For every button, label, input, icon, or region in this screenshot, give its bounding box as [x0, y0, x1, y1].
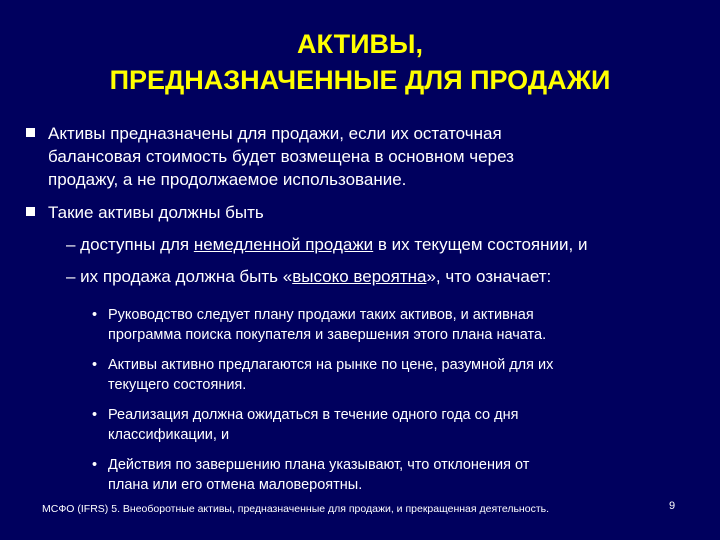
criteria-2-line-2: текущего состояния.: [108, 376, 247, 393]
dot-bullet-icon: •: [92, 357, 98, 373]
sub-item-probable-suffix: », что означает:: [426, 267, 552, 286]
square-bullet-icon: [26, 128, 35, 137]
title-line-1: АКТИВЫ,: [297, 29, 423, 59]
sub-item-probable-underlined: высоко вероятна: [292, 267, 427, 286]
sub-item-available-prefix: – доступны для: [66, 235, 194, 254]
bullet-1-line-1: Активы предназначены для продажи, если их остаточная: [48, 124, 502, 143]
criteria-1-line-2: программа поиска покупателя и завершения этого плана начата.: [108, 326, 547, 343]
square-bullet-icon: [26, 207, 35, 216]
dot-bullet-icon: •: [92, 457, 98, 473]
slide-footer: МСФО (IFRS) 5. Внеоборотные активы, предназначенные для продажи, и прекращенная деятельность.: [42, 503, 550, 515]
dot-bullet-icon: •: [92, 407, 98, 423]
sub-item-available-suffix: в их текущем состоянии, и: [373, 235, 588, 254]
sub-item-available-underlined: немедленной продажи: [193, 235, 374, 254]
sub-item-probable-prefix: – их продажа должна быть «: [66, 267, 293, 286]
criteria-2-line-1: Активы активно предлагаются на рынке по цене, разумной для их: [108, 357, 554, 373]
page-number: 9: [669, 500, 676, 512]
bullet-1-line-3: продажу, а не продолжаемое использование.: [48, 170, 407, 189]
sub-item-available: [66, 233, 587, 256]
criteria-3-line-1: Реализация должна ожидаться в течение одного года со дня: [108, 407, 519, 423]
criteria-4-line-1: Действия по завершению плана указывают, что отклонения от: [108, 457, 530, 473]
criteria-3-line-2: классификации, и: [108, 426, 230, 443]
bullet-1-line-2: балансовая стоимость будет возмещена в основном через: [48, 147, 514, 166]
sub-item-probable: [66, 265, 551, 288]
dot-bullet-icon: •: [92, 307, 98, 323]
criteria-1-line-1: Руководство следует плану продажи таких активов, и активная: [108, 307, 534, 323]
title-line-2: ПРЕДНАЗНАЧЕННЫЕ ДЛЯ ПРОДАЖИ: [109, 65, 611, 95]
bullet-2-line-1: Такие активы должны быть: [48, 203, 264, 222]
slide-title: [0, 26, 720, 98]
criteria-4-line-2: плана или его отмена маловероятны.: [108, 476, 363, 493]
